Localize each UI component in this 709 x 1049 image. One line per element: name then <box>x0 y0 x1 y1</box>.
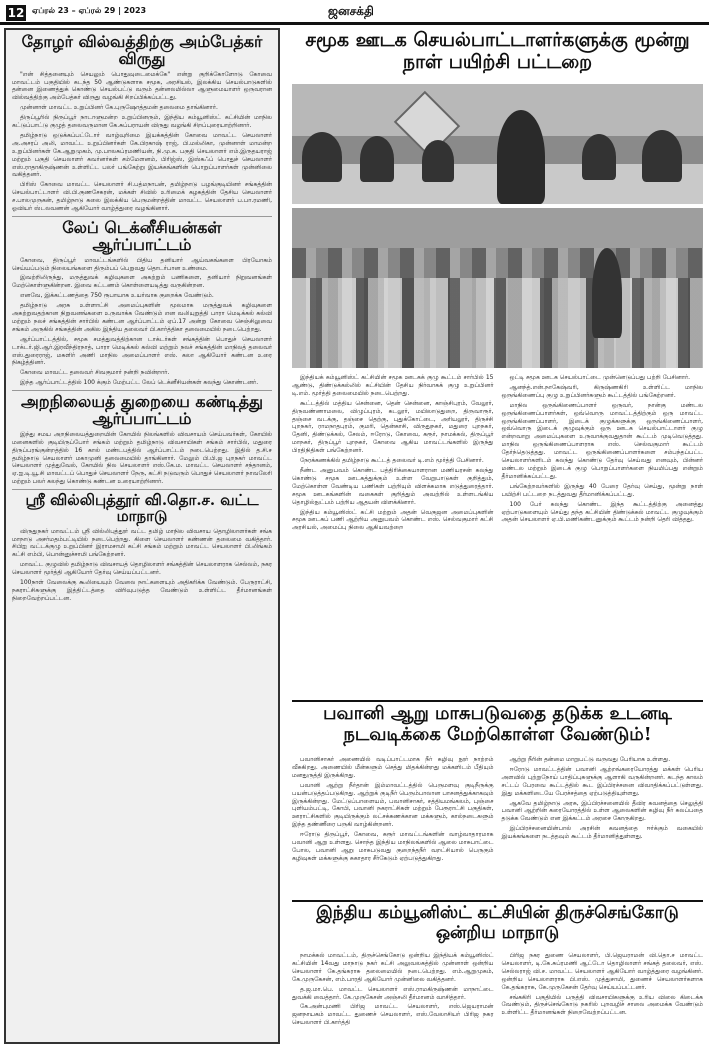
article-paragraph: தமிழ்நாடு அரசு உள்ளாட்சி அமைப்புகளின் மூலமாக மருத்துவக் கழிவுகளை அகற்றுவதற்கான நிறுவனங்களை உருவாக்க வேண்டும் என வலியுறுத்தி பாரா மெடிக்கல் கல்வி மற்றும் நலச் சங்கத்தின் சார்பில் கண்டன ஆர்ப்பாட்டம் ஏப்.17 அன்று கோவை செஞ்சிலுவை சங்கம் அருகில் சங்கத்தின் அகில இந்திய தலைவர் பி.கார்த்திகா தலைமையில் நடைபெற்றது. <box>12 302 272 333</box>
article-paragraph: பவானி ஆற்று நீர்தான் இம்மாவட்டத்தில் பெருமளவு குடிநீருக்கு பயன்படுத்தப்படுகிறது. ஆற்றுக் குடிநீர் பெரும்பாலான பாசனத்துக்காகவும் இருக்கின்றது. மேட்டுப்பாளையம், பவானிசாகர், சத்தியமங்கலம், புஞ்சை புளியம்பட்டி, கோபி, பவானி நகராட்சிகள் மற்றும் பேரூராட்சி பகுதிகள், ஊராட்சிகளில் குடியிருக்கும் லட்சக்கணக்கான மக்களும், கால்நடைகளும் இந்த தண்ணீரை பருகி வாழ்கின்றனர். <box>292 781 494 829</box>
article-title-conference: ஸ்ரீ வில்லிபுத்தூர் வி.தொ.ச. வட்ட மாநாடு <box>25 491 259 525</box>
divider <box>12 390 272 391</box>
article-paragraph: கோவை மாவட்ட தலைவர் சிவகுமார் நன்றி நவின்றார். <box>20 369 170 377</box>
article-paragraph: ஈரோடு திருப்பூர், கோவை, கரூர் மாவட்டங்களின் வாழ்வாதாரமாக பவானி ஆறு உள்ளது. சொந்த இந்திய மாநிலங்களில் ஆலை மாசுபாட்டை போல, பவானி ஆறு மாசுபடுவது குறைந்தநீர் வறட்சியால் பெருகும் கழிவுகள் மக்களுக்கு சுகாதார சீர்கேடும் ஏற்படுத்துகிறது. <box>292 831 494 862</box>
article-paragraph: திருப்பூரில் நிருப்பூர் நாடாளுமன்ற உறுப்பினரும், இந்திய கம்யூனிஸ்ட் கட்சியின் மாநில கட்டுப்பாட்டு குழுத் தலைவருமான கே.சுப்பராயன் விருது வழங்கி சிறப்புரையாற்றினார். <box>12 114 272 130</box>
headline-tiruchengode-conference: இந்திய கம்யூனிஸ்ட் கட்சியின் திருச்செங்கோடு ஒன்றிய மாநாடு <box>316 903 679 943</box>
right-column <box>290 28 705 1044</box>
article-paragraph: மாநில ஒருங்கிணைப்பாளர் ஒருவர், நான்கு மண்டல ஒருங்கிணைப்பாளர்கள், ஒவ்வொரு மாவட்டத்திற்கும் ஒரு மாவட்ட ஒருங்கிணைப்பாளர், இடைக் குழுக்களுக்கு ஒருங்கிணைப்பாளர், ஒவ்வொரு இடைக் குழுவுக்கும் ஒரு ஊடக செயல்பாட்டாளர் குழு என்றவாறு அமைப்புகளை உருவாக்குவதுதான் கூட்டம் முடிவெடுத்தது. மாநில ஒருங்கிணைப்பாளராக எஸ். செல்வகுமார் கூட்டம் தேர்ந்தெடுத்தது. மாவட்ட ஒருங்கிணைப்பாளர்களை சம்பந்தப்பட்ட செயலாளர்களிடம் கலந்து கொண்டு தேர்வு செய்வது எனவும், பின்னர் மண்டல மற்றும் இடைக் குழு பொறுப்பாளர்களை நியமிப்பது என்றும் தீர்மானிக்கப்பட்டது. <box>501 401 703 480</box>
divider <box>292 700 703 702</box>
article-paragraph: 100 பேர் கலந்து கொண்ட இந்த கூட்டத்திற்கு அனைத்து ஏற்பாடுகளையும் செய்து தந்த கட்சியின் திண்டுக்கல் மாவட்ட குழுவுக்கும் அதன் செயலாளர் ஏ.பி.மணிகண்டனுக்கும் கூட்டம் நன்றி தெரி வித்தது. <box>501 500 703 524</box>
article-title-lab-technicians: லேப் டெக்னீசியன்கள் ஆர்ப்பாட்டம் <box>62 218 222 254</box>
article-paragraph: கூட்டத்தில் மத்திய சென்னை, தென் சென்னை, காஞ்சிபுரம், வேலூர், திருவண்ணாமலை, விழுப்புரம், கடலூர், மயிலாடுதுறை, திருவாரூர், தஞ்சை வடக்கு, தஞ்சை தெற்கு, புதுக்கோட்டை, அரியலூர், திருச்சி புறநகர், ராமநாதபுரம், குமரி, தென்காசி, விருதுநகர், மதுரை புறநகர், தேனி, திண்டுக்கல், சேலம், ஈரோடு, கோவை, கரூர், நாமக்கல், திருப்பூர் மாநகர், திருப்பூர் புறநகர், கோவை ஆகிய மாவட்டங்களில் இருந்து பிரதிநிதிகள் பங்கேற்றனர். <box>292 399 494 455</box>
left-column <box>4 28 280 1044</box>
article-paragraph: பவானிசாகர் அணையில் வடிப்பாட்டமாக நீர் கழிவு நூர் நாற்றம் வீசுகிறது. அணையில் மீன்களும் செத்து மிதக்கின்றது மக்களிடம் பீதியும் மனதுருத்தி இருக்கிறது. <box>292 756 494 779</box>
headline-social-media-workshop: சமூக ஊடக செயல்பாட்டாளர்களுக்கு மூன்று நாள் பயிற்சி பட்டறை <box>305 29 690 73</box>
article-paragraph: ஆர்ப்பாட்டத்தில், சமூக சமத்துவத்திற்கான டாக்டர்கள் சங்கத்தின் பொதுச் செயலாளர் டாக்டர்.ஜி.ஆர்.இரவீந்திரநாத், பாரா மெடிக்கல் கல்வி மற்றும் நலச் சங்கத்தின் மாநிலத் தலைவர் எஸ்.துரைராஜ், மகளிர் அணி மாநில அமைப்பாளர் எஸ். கலா ஆகியோர் கண்டன உரை நிகழ்த்தினர். <box>12 335 272 367</box>
article-paragraph: ஆற்று நீரின் தன்மை மாறுபட்டு வருவது பேரியாக உள்ளது. <box>509 756 671 763</box>
article-paragraph: இந்த ஆர்ப்பாட்டத்தில் 100 க்கும் மேற்பட்ட லேப் டெக்னீசியன்கள் கலந்து கொண்டனர். <box>20 379 259 387</box>
divider <box>12 489 272 490</box>
article-paragraph: முன்னாள் மாவட்ட உறுப்பினர் கே.புருஷோத்தமன் தலைமை தாங்கினார். <box>20 104 218 112</box>
article-title-ambedkar-award: தோழர் வில்வத்திற்கு அம்பேத்கர் விருது <box>21 32 263 68</box>
article-paragraph: இந்தியக் கம்யூனிஸ்ட் கட்சியின் சமூக ஊடகக் குழு கூட்டம் சார்பில் 15 ஆண்டு, திண்டுக்கல்லில் கட்சியின் தேசிய நிர்வாகக் குழு உறுப்பினர் டி.எம். மூர்த்தி தலைமையில் நடைபெற்றது. <box>292 374 494 397</box>
article-paragraph: பிரிஸ் கோவை மாவட்ட செயலாளர் சி.பத்மநாபன், தமிழ்நாடு பழங்குடியினர் சங்கத்தின் செயல்பாட்டாளர் வி.பி.குணசேகரன், மக்கள் சிவில் உரிமைக் கழகத்தின் தேசிய செயலாளர் ச.பாலமுருகன், தமிழ்நாடு கலை இலக்கிய பெருமன்றத்தின் மாவட்ட செயலாளர் ப.பா.ரமணி, ஓவியர் ஸ்டலவணன் ஆகியோர் வாழ்த்துரை வழங்கினார். <box>12 181 272 213</box>
article-paragraph: சங்ககிரி பகுதியில் பருத்தி விவசாயிகளுக்கு உரிய விலை கிடைக்க வேண்டும், திருச்செங்கோடு நகரில் புறவழிச் சாலை அமைக்க வேண்டும் உள்ளிட்ட தீர்மானங்கள் நிறைவேற்றப்பட்டன. <box>501 993 703 1017</box>
article-paragraph: தமிழ்நாடு ஒடுக்கப்பட்டோர் வாழ்வுரிமை இயக்கத்தின் கோவை மாவட்ட செயலாளர் அ.அசரப் அலி, மாவட்ட உறுப்பினர்கள் கே.பிரகாஷ் ராஜ், பி.மல்லிகா, முன்னாள் மாமன்ற உறுப்பினர்கள் கே.ஆறுமுகம், மு.பாலசுப்ரமணியன், நி.மு.க. பகுதி செயலாளர் எம்.இருதயராஜ் மற்றும் பகுதி செயலாளர் கவர்னர்கள் சம்மேளனம், பிரிஜ்ஸ், இஸ்கஃப் பொதுச் செயலாளர் எஸ்.ராதாகிருஷ்ணன் உள்ளிட்ட பலர் பங்கேற்று இயக்கங்களின் பொறுப்பாளர்கள் முன்னிலை வகித்தனர். <box>12 131 272 179</box>
article-paragraph: ஒட்டி சமூக ஊடக செயல்பாட்டை முன்னெடுப்பது பற்றி பேசினார். <box>509 374 691 381</box>
divider <box>12 216 272 217</box>
article-paragraph: ஆனந்த்.என்.நாகேஷ்வரி, கிருஷ்ணகிரி உள்ளிட்ட மாநில ஒருங்கிணைப்பு குழு உறுப்பினர்களும் கூட்டத்தில் பங்கேற்றனர். <box>501 383 703 399</box>
page-number: 12 <box>7 6 25 20</box>
article-paragraph: இவற்றிலிருந்து, மருத்துவக் கழிவுகளை அகற்றும் பணிகளை, தனியார் நிறுவனங்கள் மேற்கொள்ளுகின்றன. இவை கட்டணம் கொள்ளையடித்து வருகின்றன. <box>12 274 272 290</box>
article-paragraph: "என் சித்தனையும் செயலும் பொதுவுடைமைக்கே" என்று குறிக்கோளோடு கோவை மாவட்டம் பகுதியில் கடந்த 50 ஆண்டுகளாக சமூக, அரசியல், இலக்கிய செயல்பாடுகளில் தன்னை இணைத்துக் கொண்டு செயல்பட்டு வரும் தன்னலமில்லா ஆளுமையாளர் ஒருவரான வில்வத்திற்கு அம்பேத்கர் விருது வழங்கி சிறப்பிக்கப்பட்டது. <box>12 70 272 102</box>
article-paragraph: இந்து சமய அறநிலையத்துறையின் கோயில் நிலங்களில் விவசாயம் செய்பவர்கள், கோயில் மனைகளில் குடியிருப்போர் சங்கம் மற்றும் தமிழ்நாடு விவசாயிகள் சங்கம் சார்பில், மதுரை திருப்பரங்குன்றத்தில் 16 கால் மண்டபத்தில் ஆர்ப்பாட்டம் நடைபெற்றது. இதில் த.சி.ச தமிழ்நாடு செயலாளர் மகாமுனி தலைமையில் தாங்கினார். மேலும் பி.பி.ஜ புறநகர் மாவட்ட செயலாளர் முத்துவேல், கோயில் நில செயலாளர் எஸ்.கே.ம. மாவட்ட செயலாளர் சந்தானம், ஏ.ஐ.டி.யூ.சி மாவட்டப் பொதுச் செயலாளர் நேரு, கட்சி நடுவரும் பொதுச் செயலாளர் நாவலேரி மற்றும் பலர் கலந்து கொண்டு கண்டன உரையாற்றினார். <box>12 430 272 486</box>
article-paragraph: மாவட்ட குழுவில் தமிழ்நாடு விவசாயத் தொழிலாளர் சங்கத்தின் செயலாளராக செல்லம், நகர செயலாளர் மூர்த்தி ஆகியோர் தேர்வு செய்யப்பட்டனர். <box>12 561 272 577</box>
issue-date: ஏப்ரல் 23 – ஏப்ரல் 29 | 2023 <box>32 6 147 15</box>
article-paragraph: ஆகவே தமிழ்நாடு அரசு, இப்பிரச்சனையில் தீவிர கவனத்தை செலுத்தி பவானி ஆற்றின் கரையோரத்தில் உள்ள ஆலைகளின் கழிவு நீர் கலப்பதை தடுக்க வேண்டும் என இக்கட்டம் அரசை கோருகிறது. <box>501 799 703 823</box>
article-paragraph: கோவை, திருப்பூர் மாவட்டங்களில் பிதிய தனியார் ஆய்வகங்களை பிரயோகம் செய்யப்படும் நிலையங்களை திரும்பப் பெறுவது தொடர்பான உண்மை. <box>12 256 272 272</box>
masthead: ஜனசக்தி <box>328 4 374 18</box>
photo-workshop-audience <box>292 208 703 368</box>
article-paragraph: நாமக்கல் மாவட்டம், திருச்செங்கோடு ஒன்றிய இந்தியக் கம்யூனிஸ்ட் கட்சியின் 14வது மாநாடு நகர் கட்சி அலுவலகத்தில் முன்னாள் ஒன்றிய செயலாளர் கே.தங்கராசு தலைமையில் நடைபெற்றது. எம்.ஆறுமுகம், கே.முருகேசன், எம்.பாரதி ஆகியோர் முன்னிலை வகித்தனர். <box>292 952 494 983</box>
article-paragraph: இந்திய கம்யூனிஸ்ட் கட்சி மற்றும் அதன் வெகுஜன அமைப்புகளின் சமூக ஊடகப் பணி ஆற்றிய அனுபவம் கொண்ட எஸ். செல்வகுமார் கட்சி அரசியல், அமைப்பு நிலை ஆகியவற்றை <box>292 508 494 532</box>
article-paragraph: த.ஜ.மா.பெ. மாவட்ட செயலாளர் எஸ்.ராமகிருஷ்ணன் மாநாட்டை துவக்கி வைத்தார். கே.முருகேசன் அஞ்சலி தீர்மானம் வாசித்தார். <box>292 985 494 1001</box>
article-paragraph: எனவே, இக்கட்டணத்தை 750 ரூபாயாக உயர்வாக குறைக்க வேண்டும். <box>20 292 214 300</box>
article-paragraph: நீண்ட அனுபவம் கொண்ட பத்திரிக்கையாளரான மணியரசன் கலந்து கொண்டு சமூக ஊடகத்துக்கும் உள்ள வேறுபாடுகள் குறித்தும், மேற்கொள்ள வேண்டிய பணிகள் பற்றியும் விளக்கமாக எடுத்துரைத்தார். சமூக ஊடகங்களின் வகைகள் குறித்தும் அவற்றில் உள்ளடங்கிய தொழில்நுட்பம் பற்றிய ஆதயன் விளக்கினார். <box>292 466 494 506</box>
article-paragraph: பிரிஜ நகர துணை செயலாளர், பி.ஜெயராமன் வி.தொ.ச மாவட்ட செயலாளர், டி.கே.சுப்ரமணி ஆட்டோ தொழிலாளர் சங்கத் தலைவர், எஸ். செல்லராஜ் வி.ச. மாவட்ட செயலாளர் ஆகியோர் வாழ்த்துரை வழங்கினர். ஒன்றிய செயலாளராக பி.எஸ். முத்துசாமி, துணைச் செயலாளர்களாக கே.தங்கராசு, கே.முருகேசன் தேர்வு செய்யப்பட்டனர். <box>501 952 703 991</box>
article-paragraph: கே.அன்புமணி பிரிஜ மாவட்ட செயலாளர், எஸ்.ஜெயராமன் ஜனநாயகம் மாவட்ட துணைச் செயலாளர், எஸ்.வேலாசியர் பிரிஜ நகர செயலாளர் பி.கார்த்தி <box>292 1003 494 1027</box>
header-rule <box>0 22 709 25</box>
article-paragraph: விருதுநகர் மாவட்டம் ஸ்ரீ வில்லிபுத்தூர் வட்ட தமிழ் மாநில விவசாய தொழிலாளர்கள் சங்க மாநாடு அசர்மதம்பட்டியில் நடைபெற்றது. கிளை செயலாளர் கண்ணன் தலைமை வகித்தார். சிபிஐ வட்டக்குழு உறுப்பினர் இராமசாமி கட்சி சங்கம் மற்றும் மாவட்ட செயலாளர் பி.லிங்கம் கட்சி எம்பி, பொன்னுச்சாமி பங்கேற்றனர். <box>12 527 272 559</box>
article-title-protest: அறநிலையத் துறையை கண்டித்து ஆர்ப்பாட்டம் <box>20 392 263 428</box>
photo-speakers-on-stage <box>292 84 703 204</box>
article-paragraph: 100நாள் வேலைக்கு கூலியையும் வேலை நாட்களையும் அதிகரிக்க வேண்டும். பேருராட்சி, நகராட்சிகளுக்கு இத்திட்டத்தை விரிவுபடுத்த வேண்டும் உள்ளிட்ட தீர்மானங்கள் நிறைவேற்றப்பட்டன. <box>12 579 272 602</box>
article-paragraph: இப்பிரச்சனையின்பால் அரசின் கவனத்தை ஈர்க்கும் வகையில் இயக்கங்களை நடத்தவும் கூட்டம் தீர்மானித்துள்ளது. <box>501 825 703 841</box>
divider <box>292 900 703 902</box>
article-paragraph: நேரக்கணக்கில் தமிழ்நாடு கூட்டத் தலைவர் டி.எம் மூர்த்தி பேசினார். <box>300 457 484 465</box>
article-paragraph: ஈரோடு மாவட்டத்தின் பவானி ஆற்றங்கரையோரத்து மக்கள் பெரிய அளவில் புற்றுநோய் பாதிப்புகளுக்கு ஆளாகி வருகின்றனர். கடந்த காலம் சட்டப் பேரவை கூட்டத்தில் கூட இப்பிரச்சனை விவாதிக்கப்பட்டுள்ளது. இது மக்களிடையே பேரச்சத்தை ஏற்படுத்தியுள்ளது. <box>501 765 703 797</box>
headline-bhavani-river: பவானி ஆறு மாசுபடுவதை தடுக்க உடனடி நடவடிக்கை மேற்கொள்ள வேண்டும்! <box>323 703 672 745</box>
article-paragraph: பங்கேற்றவர்களில் இருந்து 40 பேரை தேர்வு செய்து, மூன்று நாள் பயிற்சி பட்டறை நடத்துவது தீர்மானிக்கப்பட்டது. <box>501 482 703 498</box>
